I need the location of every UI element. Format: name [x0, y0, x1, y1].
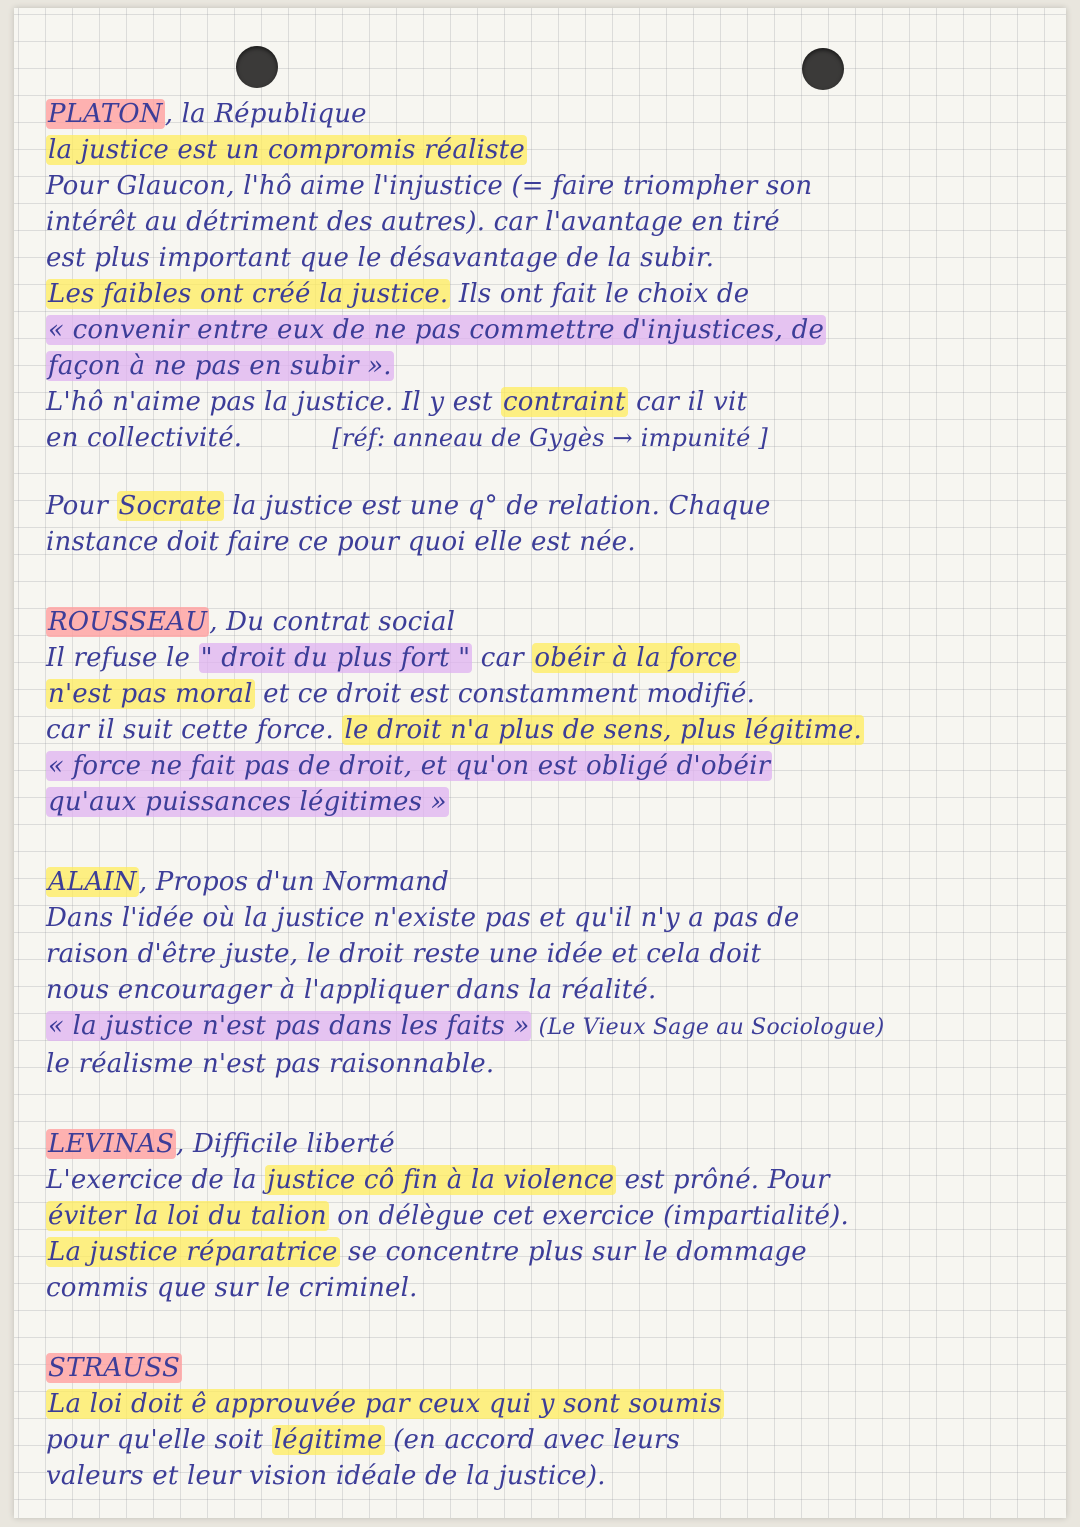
work-title: , Propos d'un Normand [138, 867, 449, 897]
note-text: Pour [46, 491, 117, 521]
note-line [46, 420, 1036, 456]
section-heading [46, 1350, 1036, 1386]
quote-text: « force ne fait pas de droit, et qu'on est obligé d'obéir [48, 751, 771, 781]
section-platon [46, 96, 1036, 560]
note-line [46, 1422, 1036, 1458]
note-line [46, 676, 1036, 712]
note-text: car [472, 643, 533, 673]
note-line: commis que sur le criminel. [46, 1273, 418, 1303]
note-line: raison d'être juste, le droit reste une idée et cela doit [46, 939, 762, 969]
note-text: L'hô n'aime pas la justice. Il y est [46, 387, 501, 417]
highlighted-text: légitime [273, 1425, 383, 1455]
author-name: PLATON [48, 99, 163, 129]
note-text: se concentre plus sur le dommage [339, 1237, 807, 1267]
author-name: LEVINAS [48, 1129, 175, 1159]
note-line [46, 784, 1036, 820]
note-line [46, 488, 1036, 524]
note-line [46, 748, 1036, 784]
reference-note: [réf: anneau de Gygès → impunité ] [332, 424, 768, 452]
note-line [46, 1234, 1036, 1270]
note-line [46, 1162, 1036, 1198]
highlighted-text: le droit n'a plus de sens, plus légitime. [344, 715, 863, 745]
highlighted-text: La justice réparatrice [48, 1237, 338, 1267]
author-name: ALAIN [48, 867, 137, 897]
note-line [46, 132, 1036, 168]
section-levinas [46, 1126, 1036, 1306]
highlighted-text: contraint [502, 387, 626, 417]
note-text: Ils ont fait le choix de [450, 279, 750, 309]
note-text: en collectivité. [46, 423, 243, 453]
handwritten-notes [46, 96, 1036, 1494]
work-title: , Du contrat social [209, 607, 456, 637]
section-strauss [46, 1350, 1036, 1494]
note-text: Il refuse le [46, 643, 199, 673]
note-line: valeurs et leur vision idéale de la justice). [46, 1461, 606, 1491]
note-line [46, 276, 1036, 312]
note-text: (en accord avec leurs [384, 1425, 681, 1455]
note-text: et ce droit est constamment modifié. [254, 679, 756, 709]
quote-text: " droit du plus fort " [200, 643, 471, 673]
note-line [46, 312, 1036, 348]
highlighted-text: éviter la loi du talion [48, 1201, 327, 1231]
binder-hole-left [236, 46, 278, 88]
note-line: Pour Glaucon, l'hô aime l'injustice (= faire triompher son [46, 171, 813, 201]
highlighted-text: n'est pas moral [48, 679, 253, 709]
note-line [46, 1198, 1036, 1234]
section-heading [46, 864, 1036, 900]
author-name: STRAUSS [48, 1353, 180, 1383]
author-name: ROUSSEAU [48, 607, 208, 637]
highlighted-text: la justice est un compromis réaliste [48, 135, 525, 165]
quote-text: façon à ne pas en subir ». [48, 351, 392, 381]
highlighted-text: justice cô fin à la violence [267, 1165, 615, 1195]
note-line [46, 1386, 1036, 1422]
note-line: Dans l'idée où la justice n'existe pas et qu'il n'y a pas de [46, 903, 800, 933]
note-line: nous encourager à l'appliquer dans la réalité. [46, 975, 657, 1005]
section-heading [46, 1126, 1036, 1162]
binder-hole-right [802, 48, 844, 90]
highlighted-text: La loi doit ê approuvée par ceux qui y sont soumis [48, 1389, 722, 1419]
reference-note: (Le Vieux Sage au Sociologue) [531, 1015, 885, 1040]
section-heading [46, 604, 1036, 640]
note-line [46, 384, 1036, 420]
note-line: est plus important que le désavantage de la subir. [46, 243, 715, 273]
section-alain [46, 864, 1036, 1082]
note-text: la justice est une q° de relation. Chaque [223, 491, 771, 521]
note-line: intérêt au détriment des autres). car l'avantage en tiré [46, 207, 780, 237]
note-line [46, 640, 1036, 676]
work-title: , la République [164, 99, 367, 129]
note-text: L'exercice de la [46, 1165, 266, 1195]
quote-text: qu'aux puissances légitimes » [48, 787, 447, 817]
note-line: instance doit faire ce pour quoi elle est née. [46, 527, 636, 557]
note-line [46, 712, 1036, 748]
note-text: car il vit [627, 387, 748, 417]
quote-text: « convenir entre eux de ne pas commettre d'injustices, de [48, 315, 825, 345]
section-rousseau [46, 604, 1036, 820]
note-line [46, 348, 1036, 384]
note-text: pour qu'elle soit [46, 1425, 272, 1455]
quote-text: « la justice n'est pas dans les faits » [48, 1011, 530, 1041]
section-heading [46, 96, 1036, 132]
note-line: le réalisme n'est pas raisonnable. [46, 1049, 495, 1079]
note-text: on délègue cet exercice (impartialité). [328, 1201, 849, 1231]
note-text: car il suit cette force. [46, 715, 343, 745]
highlighted-text: Les faibles ont créé la justice. [48, 279, 449, 309]
work-title: , Difficile liberté [176, 1129, 395, 1159]
note-line [46, 1008, 1036, 1046]
highlighted-text: obéir à la force [534, 643, 738, 673]
highlighted-text: Socrate [118, 491, 222, 521]
note-text: est prôné. Pour [616, 1165, 830, 1195]
